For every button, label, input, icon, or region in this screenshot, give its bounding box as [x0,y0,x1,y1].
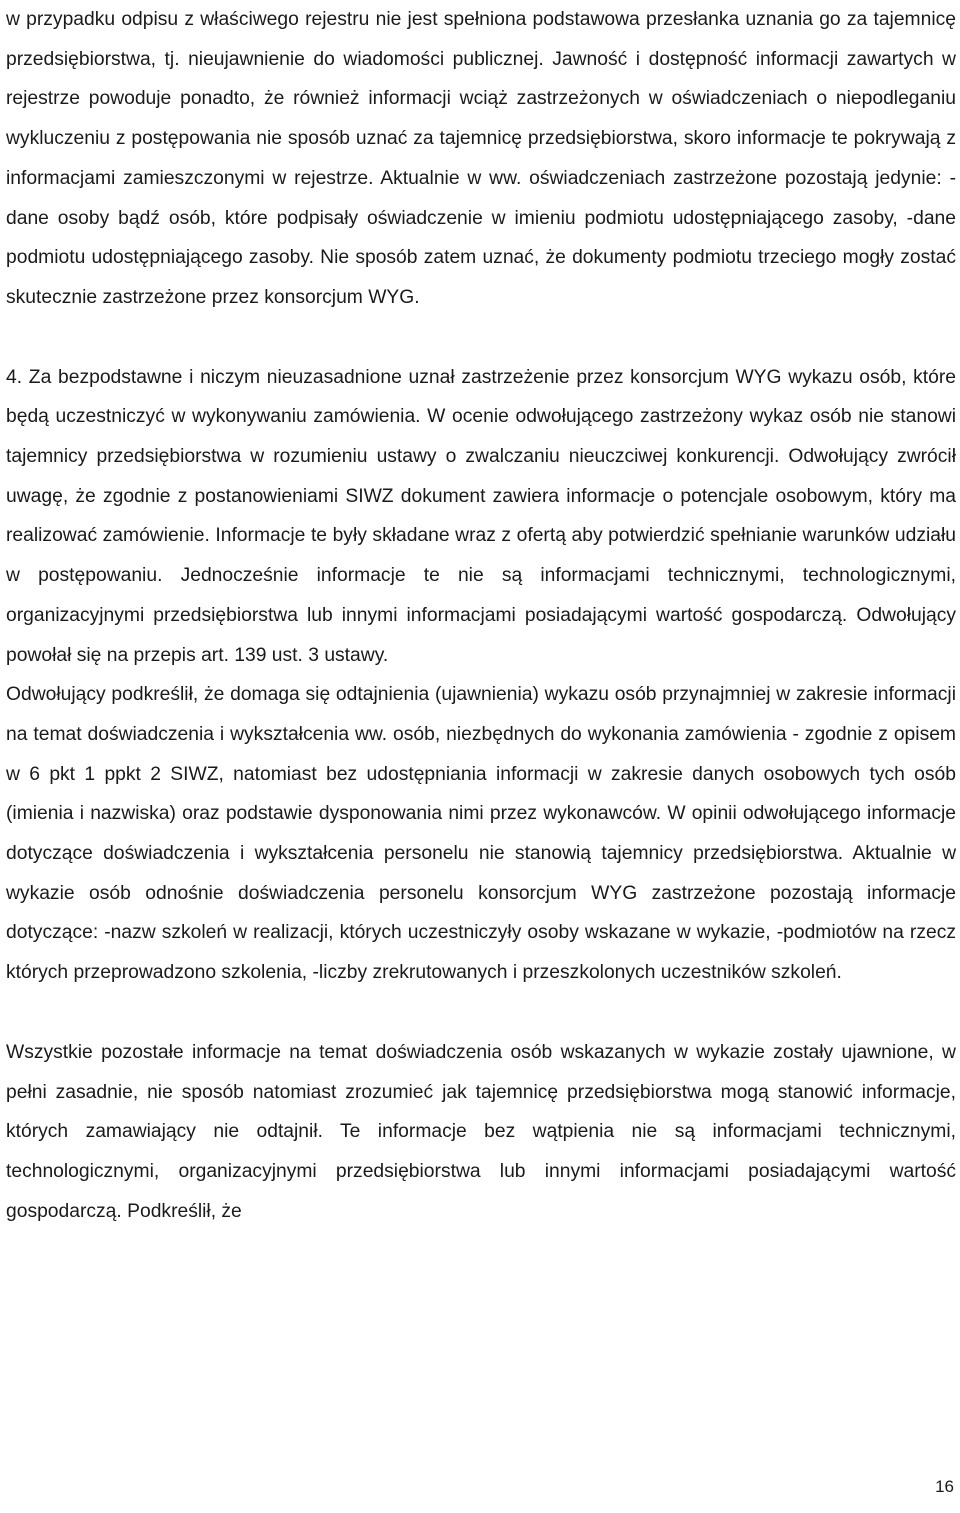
paragraph-gap [6,993,956,1033]
page-number: 16 [935,1477,954,1496]
paragraph-3: Odwołujący podkreślił, że domaga się odtajnienia (ujawnienia) wykazu osób przynajmniej w zakresie informacji na temat doświadczenia i wykształcenia ww. osób, niezbędnych do wykonania zamówienia - zgodnie z opisem w 6 pkt 1 ppkt 2 SIWZ, natomiast bez udostępniania informacji w zakresie danych osobowych tych osób (imienia i nazwiska) oraz podstawie dysponowania nimi przez wykonawców. W opinii odwołującego informacje dotyczące doświadczenia i wykształcenia personelu nie stanowią tajemnicy przedsiębiorstwa. Aktualnie w wykazie osób odnośnie doświadczenia personelu konsorcjum WYG zastrzeżone pozostają informacje dotyczące: -nazw szkoleń w realizacji, których uczestniczyły osoby wskazane w wykazie, -podmiotów na rzecz których przeprowadzono szkolenia, -liczby zrekrutowanych i przeszkolonych uczestników szkoleń. [6,684,956,984]
paragraph-4: Wszystkie pozostałe informacje na temat doświadczenia osób wskazanych w wykazie zostały ujawnione, w pełni zasadnie, nie sposób natomiast zrozumieć jak tajemnicę przedsiębiorstwa mogą stanowić informacje, których zamawiający nie odtajnił. Te informacje bez wątpienia nie są informacjami technicznymi, technologicznymi, organizacyjnymi przedsiębiorstwa lub innymi informacjami posiadającymi wartość gospodarczą. Podkreślił, że [6,1041,956,1222]
paragraph-1: w przypadku odpisu z właściwego rejestru nie jest spełniona podstawowa przesłanka uznania go za tajemnicę przedsiębiorstwa, tj. nieujawnienie do wiadomości publicznej. Jawność i dostępność informacji zawartych w rejestrze powoduje ponadto, że również informacji wciąż zastrzeżonych w oświadczeniach o niepodleganiu wykluczeniu z postępowania nie sposób uznać za tajemnicę przedsiębiorstwa, skoro informacje te pokrywają z informacjami zamieszczonymi w rejestrze. Aktualnie w ww. oświadczeniach zastrzeżone pozostają jedynie: -dane osoby bądź osób, które podpisały oświadczenie w imieniu podmiotu udostępniającego zasoby, -dane podmiotu udostępniającego zasoby. Nie sposób zatem uznać, że dokumenty podmiotu trzeciego mogły zostać skutecznie zastrzeżone przez konsorcjum WYG. [6,9,956,308]
document-page [6,0,956,1231]
paragraph-2: 4. Za bezpodstawne i niczym nieuzasadnione uznał zastrzeżenie przez konsorcjum WYG wykazu osób, które będą uczestniczyć w wykonywaniu zamówienia. W ocenie odwołującego zastrzeżony wykaz osób nie stanowi tajemnicy przedsiębiorstwa w rozumieniu ustawy o zwalczaniu nieuczciwej konkurencji. Odwołujący zwrócił uwagę, że zgodnie z postanowieniami SIWZ dokument zawiera informacje o potencjale osobowym, który ma realizować zamówienie. Informacje te były składane wraz z ofertą aby potwierdzić spełnianie warunków udziału w postępowaniu. Jednocześnie informacje te nie są informacjami technicznymi, technologicznymi, organizacyjnymi przedsiębiorstwa lub innymi informacjami posiadającymi wartość gospodarczą. Odwołujący powołał się na przepis art. 139 ust. 3 ustawy. [6,366,956,666]
paragraph-gap [6,318,956,358]
